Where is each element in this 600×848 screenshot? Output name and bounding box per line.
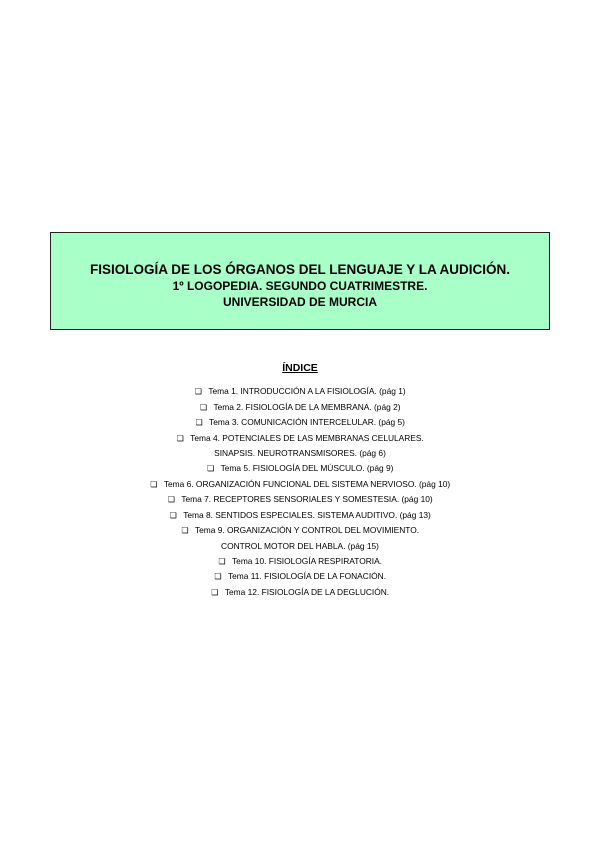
square-bullet-icon: ❏ — [167, 495, 175, 505]
square-bullet-icon: ❏ — [169, 510, 177, 520]
index-item-text: Tema 1. INTRODUCCIÓN A LA FISIOLOGÍA. (pág 1) — [208, 386, 406, 396]
index-item — [0, 508, 600, 524]
index-list — [0, 384, 600, 600]
index-item-continuation: SINAPSIS. NEUROTRANSMISORES. (pág 6) — [214, 448, 386, 459]
index-item — [0, 461, 600, 477]
index-item-text: Tema 2. FISIOLOGÍA DE LA MEMBRANA. (pág 2) — [213, 401, 401, 412]
square-bullet-icon: ❏ — [206, 463, 215, 473]
index-item-text: Tema 4. POTENCIALES DE LAS MEMBRANAS CELULARES. — [190, 432, 424, 443]
index-item — [0, 569, 600, 585]
index-item — [0, 384, 600, 400]
index-item-text: Tema 5. FISIOLOGÍA DEL MÚSCULO. (pág 9) — [220, 462, 394, 473]
square-bullet-icon: ❏ — [181, 526, 189, 536]
index-item — [0, 585, 600, 601]
square-bullet-icon: ❏ — [150, 479, 158, 489]
index-item-text: Tema 8. SENTIDOS ESPECIALES. SISTEMA AUDITIVO. (pág 13) — [183, 509, 431, 520]
square-bullet-icon: ❏ — [195, 418, 203, 428]
index-item-continuation: CONTROL MOTOR DEL HABLA. (pág 15) — [221, 540, 379, 551]
square-bullet-icon: ❏ — [199, 402, 208, 412]
index-item — [0, 477, 600, 493]
index-item-text: Tema 7. RECEPTORES SENSORIALES Y SOMESTESIA. (pág 10) — [181, 494, 433, 505]
course-subtitle: 1º LOGOPEDIA. SEGUNDO CUATRIMESTRE. — [172, 279, 428, 293]
square-bullet-icon: ❏ — [218, 556, 226, 566]
index-item — [0, 415, 600, 431]
document-title: FISIOLOGÍA DE LOS ÓRGANOS DEL LENGUAJE Y LA AUDICIÓN. — [89, 262, 511, 277]
university-name: UNIVERSIDAD DE MURCIA — [222, 295, 377, 309]
index-item — [0, 492, 600, 508]
index-item — [0, 400, 600, 416]
index-heading: ÍNDICE — [282, 362, 318, 374]
index-item — [0, 554, 600, 570]
index-item-text: Tema 10. FISIOLOGÍA RESPIRATORIA. — [231, 555, 383, 566]
index-item-text: Tema 3. COMUNICACIÓN INTERCELULAR. (pág 5) — [209, 417, 405, 428]
index-item-text: Tema 11. FISIOLOGÍA DE LA FONACIÓN. — [227, 571, 387, 582]
index-item — [0, 431, 600, 447]
index-item-text: Tema 6. ORGANIZACIÓN FUNCIONAL DEL SISTEMA NERVIOSO. (pág 10) — [163, 478, 451, 489]
index-item-text: Tema 9. ORGANIZACIÓN Y CONTROL DEL MOVIMIENTO. — [194, 525, 420, 536]
title-box — [50, 232, 550, 330]
index-item — [0, 523, 600, 539]
square-bullet-icon: ❏ — [211, 587, 219, 597]
square-bullet-icon: ❏ — [214, 572, 222, 582]
square-bullet-icon: ❏ — [194, 387, 202, 396]
square-bullet-icon: ❏ — [176, 433, 184, 443]
index-item-text: Tema 12. FISIOLOGÍA DE LA DEGLUCIÓN. — [224, 586, 390, 597]
